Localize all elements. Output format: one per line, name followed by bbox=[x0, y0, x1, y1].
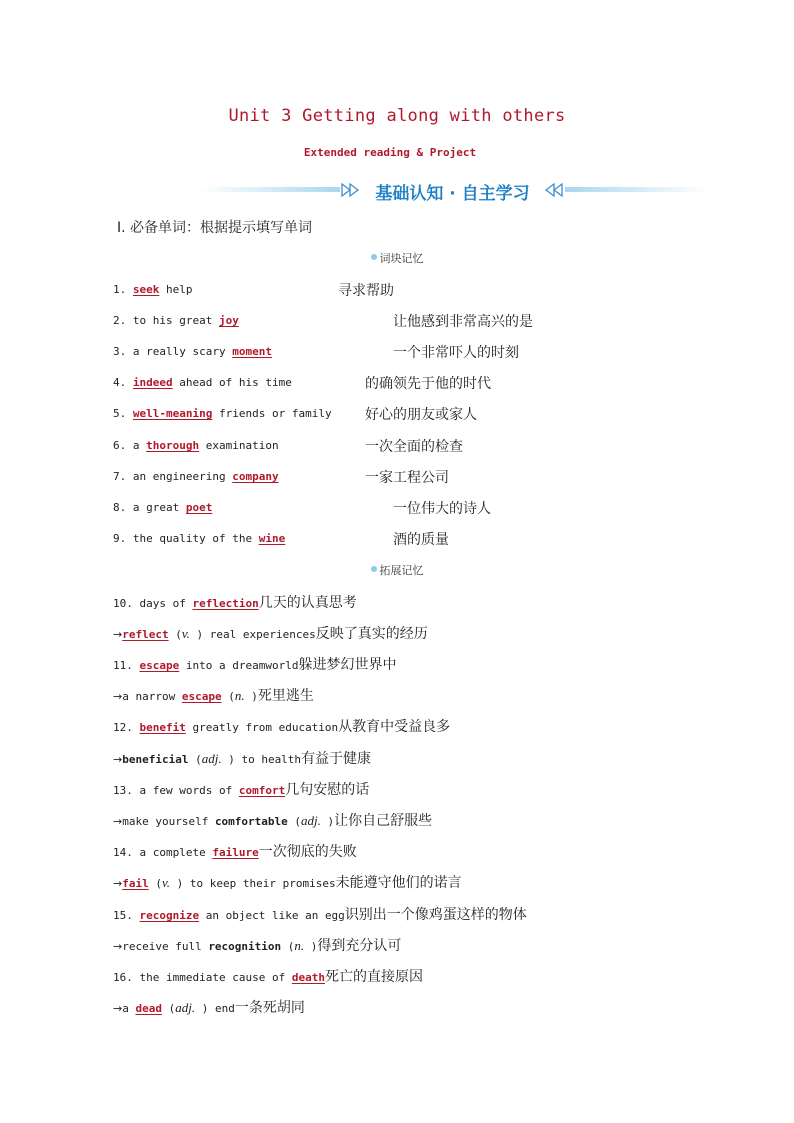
vocab-item-14 bbox=[113, 841, 357, 861]
phrase-text: days of bbox=[139, 597, 193, 610]
vocab-item-16 bbox=[113, 966, 423, 986]
vocab-translation: 得到充分认可 bbox=[317, 938, 402, 954]
item-number: 3. bbox=[113, 345, 127, 358]
answer-word: benefit bbox=[139, 721, 186, 734]
vocab-translation: 一次彻底的失败 bbox=[258, 844, 357, 860]
paren: ) bbox=[195, 1002, 209, 1015]
group-heading-2 bbox=[0, 562, 794, 578]
vocab-derivative-13 bbox=[113, 810, 432, 830]
paren: ) bbox=[244, 690, 258, 703]
arrow-icon: → bbox=[113, 815, 123, 828]
phrase-text: an object like an egg bbox=[199, 909, 345, 922]
vocab-item-9 bbox=[113, 532, 285, 545]
item-number: 11. bbox=[113, 659, 133, 672]
item-number: 16. bbox=[113, 971, 133, 984]
item-number: 9. bbox=[113, 532, 127, 545]
vocab-translation: 死里逃生 bbox=[257, 688, 314, 704]
vocab-item-5 bbox=[113, 407, 332, 420]
phrase-text: real experiences bbox=[203, 628, 316, 641]
arrow-icon: → bbox=[113, 753, 123, 766]
group-heading-1 bbox=[0, 250, 794, 266]
phrase-text: a great bbox=[132, 501, 186, 514]
vocab-item-8 bbox=[113, 501, 212, 514]
page-title: Unit 3 Getting along with others bbox=[228, 106, 566, 126]
paren: ( bbox=[221, 690, 235, 703]
phrase-text: a narrow bbox=[122, 690, 182, 703]
vocab-translation-1: 寻求帮助 bbox=[338, 283, 394, 299]
phrase-text: ahead of his time bbox=[172, 376, 292, 389]
item-number: 4. bbox=[113, 376, 127, 389]
phrase-text: to keep their promises bbox=[183, 877, 336, 890]
phrase-text: receive full bbox=[122, 940, 209, 953]
vocab-translation-3: 一个非常吓人的时刻 bbox=[393, 345, 519, 361]
answer-word: recognize bbox=[139, 909, 200, 922]
vocab-item-15 bbox=[113, 904, 527, 924]
item-number: 12. bbox=[113, 721, 133, 734]
vocab-translation: 反映了真实的经历 bbox=[315, 626, 428, 642]
phrase-text: greatly from education bbox=[185, 721, 339, 734]
vocab-derivative-12 bbox=[113, 748, 371, 768]
phrase-text: a really scary bbox=[132, 345, 233, 358]
answer-word: seek bbox=[132, 283, 160, 296]
vocab-derivative-14 bbox=[113, 872, 462, 892]
vocab-translation-8: 一位伟大的诗人 bbox=[393, 501, 491, 517]
group-label: 词块记忆 bbox=[379, 252, 424, 265]
vocab-item-3 bbox=[113, 345, 272, 358]
paren: ( bbox=[188, 753, 202, 766]
answer-word: fail bbox=[122, 877, 149, 890]
paren: ( bbox=[287, 815, 302, 828]
phrase-text: a bbox=[132, 439, 147, 452]
paren: ) bbox=[304, 940, 318, 953]
vocab-item-6 bbox=[113, 439, 279, 452]
answer-word: poet bbox=[185, 501, 213, 514]
vocab-translation-7: 一家工程公司 bbox=[365, 470, 449, 486]
answer-word: failure bbox=[212, 846, 259, 859]
derived-word: comfortable bbox=[214, 815, 288, 828]
phrase-text: into a dreamworld bbox=[179, 659, 299, 672]
answer-word: thorough bbox=[146, 439, 200, 452]
paren: ) bbox=[189, 628, 204, 641]
answer-word: well-meaning bbox=[132, 407, 213, 420]
vocab-translation: 几句安慰的话 bbox=[285, 782, 370, 798]
part-of-speech: n. bbox=[234, 688, 245, 703]
vocab-item-7 bbox=[113, 470, 279, 483]
part-of-speech: n. bbox=[294, 938, 305, 953]
vocab-translation-6: 一次全面的检查 bbox=[365, 439, 463, 455]
phrase-text: a complete bbox=[139, 846, 213, 859]
part-of-speech: adj. bbox=[201, 751, 222, 766]
vocab-translation: 未能遵守他们的诺言 bbox=[335, 875, 462, 891]
arrow-icon: → bbox=[113, 1002, 123, 1015]
vocab-translation: 识别出一个像鸡蛋这样的物体 bbox=[344, 907, 527, 923]
arrow-icon: → bbox=[113, 940, 123, 953]
part-of-speech: v. bbox=[181, 626, 190, 641]
derived-word: beneficial bbox=[122, 753, 189, 766]
vocab-item-4 bbox=[113, 376, 292, 389]
paren: ) bbox=[320, 815, 335, 828]
item-number: 1. bbox=[113, 283, 127, 296]
vocab-item-11 bbox=[113, 654, 396, 674]
phrase-text: a bbox=[122, 1002, 136, 1015]
vocab-translation: 几天的认真思考 bbox=[258, 595, 357, 611]
vocab-translation: 躲进梦幻世界中 bbox=[298, 657, 397, 673]
part-of-speech: adj. bbox=[175, 1000, 196, 1015]
item-number: 13. bbox=[113, 784, 133, 797]
phrase-text: to health bbox=[234, 753, 302, 766]
vocab-translation-9: 酒的质量 bbox=[393, 532, 449, 548]
vocab-derivative-10 bbox=[113, 623, 428, 643]
paren: ( bbox=[281, 940, 295, 953]
vocab-item-2 bbox=[113, 314, 239, 327]
part-of-speech: v. bbox=[161, 875, 171, 890]
answer-word: joy bbox=[218, 314, 239, 327]
item-number: 8. bbox=[113, 501, 127, 514]
vocab-derivative-15 bbox=[113, 935, 401, 955]
answer-word: wine bbox=[258, 532, 286, 545]
banner-label: 基础认知 · 自主学习 bbox=[375, 184, 530, 204]
bullet-dot-icon bbox=[371, 254, 377, 260]
answer-word: reflection bbox=[192, 597, 259, 610]
vocab-item-12 bbox=[113, 716, 450, 736]
answer-word: reflect bbox=[122, 628, 169, 641]
item-number: 6. bbox=[113, 439, 127, 452]
phrase-text: end bbox=[208, 1002, 235, 1015]
answer-word: company bbox=[232, 470, 279, 483]
answer-word: moment bbox=[232, 345, 272, 358]
section-banner bbox=[200, 176, 705, 204]
phrase-text: a few words of bbox=[139, 784, 239, 797]
phrase-text: to his great bbox=[132, 314, 219, 327]
derived-word: recognition bbox=[208, 940, 282, 953]
vocab-translation: 死亡的直接原因 bbox=[324, 969, 423, 985]
item-number: 2. bbox=[113, 314, 127, 327]
paren: ( bbox=[148, 877, 162, 890]
answer-word: comfort bbox=[238, 784, 286, 797]
part-of-speech: adj. bbox=[301, 813, 321, 828]
group-label: 拓展记忆 bbox=[379, 564, 424, 577]
phrase-text: an engineering bbox=[132, 470, 233, 483]
vocab-translation: 让你自己舒服些 bbox=[334, 813, 433, 829]
bullet-dot-icon bbox=[371, 566, 377, 572]
page-subtitle: Extended reading & Project bbox=[303, 146, 477, 159]
arrow-icon: → bbox=[113, 877, 123, 890]
phrase-text: the immediate cause of bbox=[139, 971, 292, 984]
item-number: 10. bbox=[113, 597, 133, 610]
vocab-item-13 bbox=[113, 779, 369, 799]
item-number: 5. bbox=[113, 407, 127, 420]
vocab-derivative-11 bbox=[113, 685, 314, 705]
paren: ) bbox=[221, 753, 235, 766]
vocab-item-1 bbox=[113, 283, 193, 296]
answer-word: dead bbox=[135, 1002, 162, 1015]
phrase-text: friends or family bbox=[212, 407, 332, 420]
arrow-icon: → bbox=[113, 628, 123, 641]
phrase-text: examination bbox=[199, 439, 279, 452]
answer-word: death bbox=[291, 971, 325, 984]
vocab-item-10 bbox=[113, 592, 357, 612]
paren: ( bbox=[168, 628, 182, 641]
section-heading: Ⅰ. 必备单词：根据提示填写单词 bbox=[117, 220, 313, 236]
paren: ) bbox=[170, 877, 184, 890]
vocab-translation: 有益于健康 bbox=[301, 751, 372, 767]
answer-word: escape bbox=[139, 659, 180, 672]
phrase-text: the quality of the bbox=[132, 532, 259, 545]
vocab-translation: 从教育中受益良多 bbox=[338, 719, 451, 735]
phrase-text: make yourself bbox=[122, 815, 215, 828]
answer-word: indeed bbox=[132, 376, 173, 389]
item-number: 14. bbox=[113, 846, 133, 859]
vocab-translation-5: 好心的朋友或家人 bbox=[365, 407, 477, 423]
vocab-translation-2: 让他感到非常高兴的是 bbox=[393, 314, 533, 330]
phrase-text: help bbox=[159, 283, 193, 296]
item-number: 15. bbox=[113, 909, 133, 922]
vocab-translation-4: 的确领先于他的时代 bbox=[365, 376, 491, 392]
vocab-derivative-16 bbox=[113, 997, 305, 1017]
vocab-translation: 一条死胡同 bbox=[234, 1000, 305, 1016]
paren: ( bbox=[161, 1002, 176, 1015]
answer-word: escape bbox=[181, 690, 222, 703]
item-number: 7. bbox=[113, 470, 127, 483]
arrow-icon: → bbox=[113, 690, 123, 703]
